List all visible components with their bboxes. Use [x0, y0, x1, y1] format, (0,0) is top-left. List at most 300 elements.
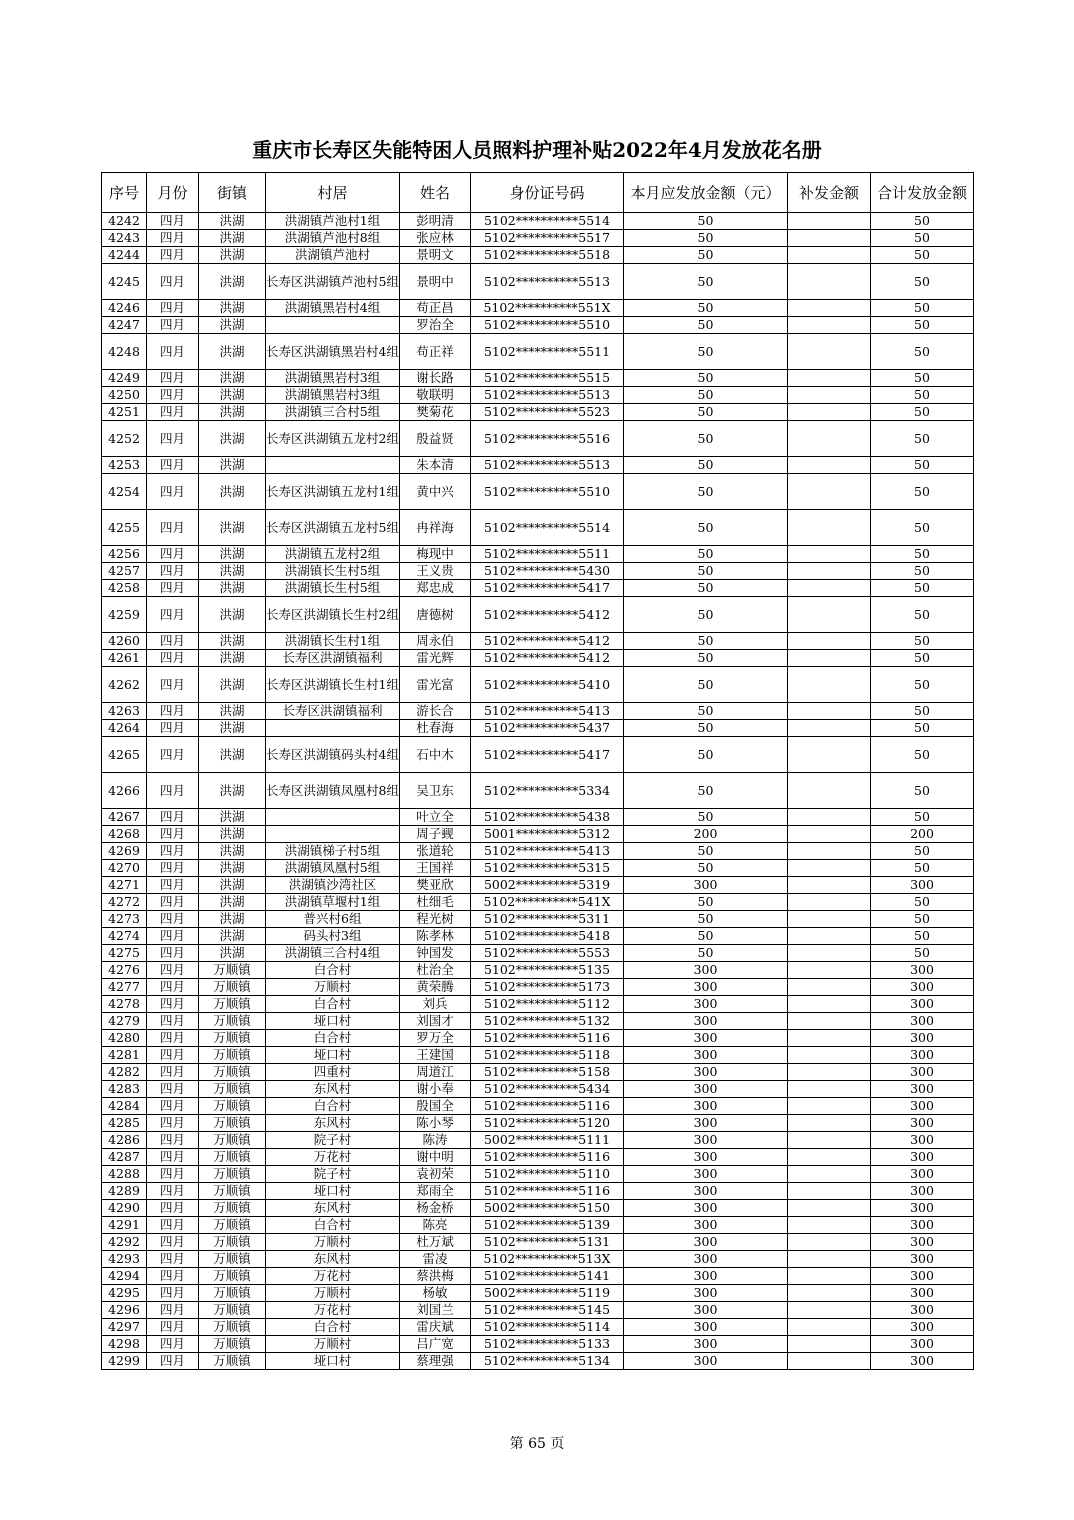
cell-total-amount: 300 [871, 962, 974, 979]
cell-index: 4289 [102, 1183, 147, 1200]
cell-index: 4246 [102, 300, 147, 317]
cell-id-number: 5102**********5120 [471, 1115, 624, 1132]
cell-index: 4280 [102, 1030, 147, 1047]
cell-total-amount: 300 [871, 1336, 974, 1353]
table-row [102, 213, 974, 230]
cell-town: 万顺镇 [199, 1234, 266, 1251]
cell-back-pay [788, 213, 871, 230]
cell-back-pay [788, 370, 871, 387]
cell-month: 四月 [147, 247, 199, 264]
cell-month: 四月 [147, 773, 199, 809]
cell-name: 叶立全 [400, 809, 471, 826]
cell-back-pay [788, 928, 871, 945]
cell-village: 洪湖镇凤凰村5组 [266, 860, 400, 877]
cell-id-number: 5102**********5511 [471, 334, 624, 370]
cell-month: 四月 [147, 387, 199, 404]
cell-village: 万顺村 [266, 1234, 400, 1251]
cell-index: 4251 [102, 404, 147, 421]
cell-month: 四月 [147, 474, 199, 510]
cell-month: 四月 [147, 1200, 199, 1217]
table-row [102, 996, 974, 1013]
cell-name: 王国祥 [400, 860, 471, 877]
cell-id-number: 5102**********541X [471, 894, 624, 911]
cell-name: 程光树 [400, 911, 471, 928]
cell-month: 四月 [147, 1336, 199, 1353]
table-row [102, 597, 974, 633]
cell-town: 洪湖 [199, 264, 266, 300]
cell-total-amount: 50 [871, 370, 974, 387]
cell-monthly-amount: 50 [624, 370, 788, 387]
cell-village: 东风村 [266, 1251, 400, 1268]
cell-monthly-amount: 50 [624, 737, 788, 773]
cell-village: 长寿区洪湖镇码头村4组 [266, 737, 400, 773]
cell-index: 4277 [102, 979, 147, 996]
cell-id-number: 5102**********5131 [471, 1234, 624, 1251]
table-row [102, 1081, 974, 1098]
cell-village: 洪湖镇三合村5组 [266, 404, 400, 421]
cell-name: 杜春海 [400, 720, 471, 737]
cell-total-amount: 300 [871, 1353, 974, 1370]
cell-village: 洪湖镇草堰村1组 [266, 894, 400, 911]
cell-month: 四月 [147, 546, 199, 563]
cell-total-amount: 50 [871, 474, 974, 510]
cell-back-pay [788, 911, 871, 928]
roster-body [102, 213, 974, 1370]
cell-name: 樊菊花 [400, 404, 471, 421]
table-row [102, 1302, 974, 1319]
cell-monthly-amount: 300 [624, 1251, 788, 1268]
cell-town: 洪湖 [199, 826, 266, 843]
cell-monthly-amount: 300 [624, 1047, 788, 1064]
cell-name: 周子觋 [400, 826, 471, 843]
table-row [102, 826, 974, 843]
cell-monthly-amount: 50 [624, 928, 788, 945]
cell-monthly-amount: 300 [624, 1081, 788, 1098]
cell-village: 洪湖镇沙湾社区 [266, 877, 400, 894]
cell-name: 景明中 [400, 264, 471, 300]
cell-id-number: 5102**********5430 [471, 563, 624, 580]
cell-back-pay [788, 1251, 871, 1268]
cell-name: 樊亚欣 [400, 877, 471, 894]
cell-town: 万顺镇 [199, 1115, 266, 1132]
header-name: 姓名 [400, 173, 471, 213]
cell-monthly-amount: 300 [624, 1115, 788, 1132]
cell-name: 雷庆斌 [400, 1319, 471, 1336]
cell-id-number: 5102**********5510 [471, 317, 624, 334]
cell-index: 4268 [102, 826, 147, 843]
cell-id-number: 5102**********5437 [471, 720, 624, 737]
table-row [102, 703, 974, 720]
cell-total-amount: 50 [871, 300, 974, 317]
cell-back-pay [788, 580, 871, 597]
cell-village: 长寿区洪湖镇长生村1组 [266, 667, 400, 703]
table-row [102, 1047, 974, 1064]
cell-index: 4244 [102, 247, 147, 264]
cell-total-amount: 50 [871, 230, 974, 247]
cell-total-amount: 300 [871, 1149, 974, 1166]
cell-id-number: 5102**********5438 [471, 809, 624, 826]
cell-index: 4260 [102, 633, 147, 650]
cell-month: 四月 [147, 510, 199, 546]
cell-town: 万顺镇 [199, 1166, 266, 1183]
cell-back-pay [788, 387, 871, 404]
cell-id-number: 5102**********5116 [471, 1149, 624, 1166]
cell-name: 蔡洪梅 [400, 1268, 471, 1285]
cell-index: 4288 [102, 1166, 147, 1183]
cell-back-pay [788, 1030, 871, 1047]
cell-monthly-amount: 50 [624, 773, 788, 809]
cell-town: 万顺镇 [199, 1217, 266, 1234]
cell-id-number: 5002**********5319 [471, 877, 624, 894]
cell-index: 4245 [102, 264, 147, 300]
cell-month: 四月 [147, 1268, 199, 1285]
cell-back-pay [788, 996, 871, 1013]
cell-monthly-amount: 50 [624, 317, 788, 334]
cell-month: 四月 [147, 1251, 199, 1268]
table-row [102, 1217, 974, 1234]
cell-town: 洪湖 [199, 457, 266, 474]
cell-month: 四月 [147, 1166, 199, 1183]
table-row [102, 1319, 974, 1336]
cell-month: 四月 [147, 1081, 199, 1098]
cell-index: 4259 [102, 597, 147, 633]
cell-month: 四月 [147, 911, 199, 928]
table-row [102, 1336, 974, 1353]
table-row [102, 911, 974, 928]
table-row [102, 404, 974, 421]
cell-back-pay [788, 1353, 871, 1370]
cell-index: 4275 [102, 945, 147, 962]
cell-index: 4285 [102, 1115, 147, 1132]
table-row [102, 1353, 974, 1370]
cell-name: 雷光富 [400, 667, 471, 703]
cell-index: 4263 [102, 703, 147, 720]
cell-village: 长寿区洪湖镇黑岩村4组 [266, 334, 400, 370]
cell-id-number: 5102**********5412 [471, 650, 624, 667]
table-row [102, 1285, 974, 1302]
cell-id-number: 5102**********5132 [471, 1013, 624, 1030]
cell-name: 杜细毛 [400, 894, 471, 911]
cell-village: 码头村3组 [266, 928, 400, 945]
table-row [102, 720, 974, 737]
table-row [102, 1115, 974, 1132]
cell-town: 洪湖 [199, 334, 266, 370]
cell-monthly-amount: 300 [624, 1030, 788, 1047]
cell-name: 谢中明 [400, 1149, 471, 1166]
cell-town: 洪湖 [199, 667, 266, 703]
cell-village: 普兴村6组 [266, 911, 400, 928]
cell-back-pay [788, 843, 871, 860]
cell-monthly-amount: 300 [624, 962, 788, 979]
table-row [102, 1030, 974, 1047]
cell-index: 4256 [102, 546, 147, 563]
cell-town: 洪湖 [199, 370, 266, 387]
cell-town: 洪湖 [199, 720, 266, 737]
cell-village: 洪湖镇五龙村2组 [266, 546, 400, 563]
table-row [102, 650, 974, 667]
cell-back-pay [788, 1268, 871, 1285]
cell-town: 万顺镇 [199, 1013, 266, 1030]
cell-village: 白合村 [266, 1319, 400, 1336]
cell-back-pay [788, 720, 871, 737]
cell-name: 梅现中 [400, 546, 471, 563]
cell-village: 白合村 [266, 1098, 400, 1115]
cell-month: 四月 [147, 737, 199, 773]
cell-back-pay [788, 962, 871, 979]
cell-index: 4274 [102, 928, 147, 945]
cell-id-number: 5102**********5173 [471, 979, 624, 996]
cell-id-number: 5002**********5119 [471, 1285, 624, 1302]
cell-monthly-amount: 300 [624, 1217, 788, 1234]
cell-id-number: 5102**********5145 [471, 1302, 624, 1319]
cell-monthly-amount: 300 [624, 979, 788, 996]
cell-monthly-amount: 300 [624, 1200, 788, 1217]
cell-monthly-amount: 50 [624, 843, 788, 860]
cell-id-number: 5102**********5513 [471, 387, 624, 404]
cell-monthly-amount: 50 [624, 809, 788, 826]
cell-id-number: 5002**********5111 [471, 1132, 624, 1149]
cell-name: 彭明清 [400, 213, 471, 230]
cell-back-pay [788, 1302, 871, 1319]
cell-total-amount: 300 [871, 1115, 974, 1132]
cell-back-pay [788, 826, 871, 843]
cell-back-pay [788, 877, 871, 894]
cell-name: 苟正祥 [400, 334, 471, 370]
cell-village: 长寿区洪湖镇凤凰村8组 [266, 773, 400, 809]
cell-monthly-amount: 300 [624, 1166, 788, 1183]
cell-village: 洪湖镇芦池村1组 [266, 213, 400, 230]
cell-month: 四月 [147, 457, 199, 474]
cell-name: 谢长路 [400, 370, 471, 387]
cell-id-number: 5102**********5413 [471, 843, 624, 860]
cell-village: 万花村 [266, 1302, 400, 1319]
cell-town: 洪湖 [199, 633, 266, 650]
cell-id-number: 5102**********5141 [471, 1268, 624, 1285]
cell-total-amount: 50 [871, 703, 974, 720]
cell-monthly-amount: 300 [624, 1013, 788, 1030]
cell-index: 4267 [102, 809, 147, 826]
cell-total-amount: 50 [871, 597, 974, 633]
cell-month: 四月 [147, 633, 199, 650]
cell-town: 万顺镇 [199, 1353, 266, 1370]
cell-index: 4265 [102, 737, 147, 773]
cell-index: 4290 [102, 1200, 147, 1217]
cell-monthly-amount: 50 [624, 945, 788, 962]
cell-monthly-amount: 300 [624, 1064, 788, 1081]
cell-back-pay [788, 474, 871, 510]
cell-monthly-amount: 50 [624, 650, 788, 667]
cell-village: 长寿区洪湖镇五龙村1组 [266, 474, 400, 510]
cell-back-pay [788, 860, 871, 877]
table-row [102, 264, 974, 300]
cell-index: 4270 [102, 860, 147, 877]
cell-index: 4247 [102, 317, 147, 334]
cell-month: 四月 [147, 650, 199, 667]
cell-total-amount: 300 [871, 1200, 974, 1217]
cell-back-pay [788, 1115, 871, 1132]
cell-total-amount: 50 [871, 580, 974, 597]
cell-id-number: 5102**********5553 [471, 945, 624, 962]
cell-town: 万顺镇 [199, 1319, 266, 1336]
cell-town: 洪湖 [199, 300, 266, 317]
cell-town: 万顺镇 [199, 1149, 266, 1166]
cell-id-number: 5102**********5139 [471, 1217, 624, 1234]
cell-town: 万顺镇 [199, 979, 266, 996]
table-row [102, 1234, 974, 1251]
cell-monthly-amount: 50 [624, 580, 788, 597]
cell-month: 四月 [147, 404, 199, 421]
table-row [102, 667, 974, 703]
page-title: 重庆市长寿区失能特困人员照料护理补贴2022年4月发放花名册 [252, 138, 822, 162]
cell-total-amount: 300 [871, 1302, 974, 1319]
cell-total-amount: 300 [871, 1217, 974, 1234]
cell-name: 雷光辉 [400, 650, 471, 667]
cell-town: 洪湖 [199, 911, 266, 928]
cell-total-amount: 50 [871, 457, 974, 474]
cell-village: 垭口村 [266, 1047, 400, 1064]
cell-month: 四月 [147, 264, 199, 300]
cell-name: 刘国才 [400, 1013, 471, 1030]
cell-monthly-amount: 50 [624, 247, 788, 264]
cell-month: 四月 [147, 230, 199, 247]
cell-town: 万顺镇 [199, 1064, 266, 1081]
cell-index: 4250 [102, 387, 147, 404]
cell-village: 白合村 [266, 996, 400, 1013]
cell-town: 万顺镇 [199, 1302, 266, 1319]
cell-id-number: 5102**********5417 [471, 580, 624, 597]
cell-back-pay [788, 1183, 871, 1200]
cell-town: 万顺镇 [199, 1336, 266, 1353]
cell-index: 4292 [102, 1234, 147, 1251]
cell-monthly-amount: 50 [624, 563, 788, 580]
table-row [102, 580, 974, 597]
cell-index: 4283 [102, 1081, 147, 1098]
cell-index: 4258 [102, 580, 147, 597]
cell-index: 4242 [102, 213, 147, 230]
cell-total-amount: 300 [871, 1319, 974, 1336]
cell-id-number: 5102**********5515 [471, 370, 624, 387]
cell-town: 万顺镇 [199, 1200, 266, 1217]
cell-monthly-amount: 50 [624, 230, 788, 247]
cell-monthly-amount: 50 [624, 720, 788, 737]
cell-back-pay [788, 230, 871, 247]
cell-town: 万顺镇 [199, 1081, 266, 1098]
cell-village: 长寿区洪湖镇五龙村2组 [266, 421, 400, 457]
table-row [102, 945, 974, 962]
cell-name: 吕广宽 [400, 1336, 471, 1353]
cell-name: 游长合 [400, 703, 471, 720]
cell-village: 万顺村 [266, 1285, 400, 1302]
table-row [102, 979, 974, 996]
cell-town: 万顺镇 [199, 1098, 266, 1115]
cell-id-number: 5102**********5118 [471, 1047, 624, 1064]
cell-monthly-amount: 300 [624, 1319, 788, 1336]
cell-village: 长寿区洪湖镇芦池村5组 [266, 264, 400, 300]
cell-village [266, 826, 400, 843]
table-row [102, 546, 974, 563]
cell-town: 万顺镇 [199, 962, 266, 979]
cell-index: 4255 [102, 510, 147, 546]
cell-month: 四月 [147, 563, 199, 580]
cell-town: 万顺镇 [199, 1030, 266, 1047]
cell-index: 4262 [102, 667, 147, 703]
cell-index: 4298 [102, 1336, 147, 1353]
header-row [102, 173, 974, 213]
cell-back-pay [788, 1149, 871, 1166]
header-index: 序号 [102, 173, 147, 213]
cell-town: 洪湖 [199, 563, 266, 580]
cell-total-amount: 50 [871, 773, 974, 809]
cell-month: 四月 [147, 1030, 199, 1047]
cell-index: 4295 [102, 1285, 147, 1302]
cell-total-amount: 300 [871, 1098, 974, 1115]
cell-back-pay [788, 510, 871, 546]
header-month: 月份 [147, 173, 199, 213]
cell-month: 四月 [147, 1064, 199, 1081]
cell-town: 洪湖 [199, 843, 266, 860]
cell-town: 洪湖 [199, 809, 266, 826]
cell-back-pay [788, 1013, 871, 1030]
cell-month: 四月 [147, 597, 199, 633]
table-row [102, 300, 974, 317]
cell-town: 洪湖 [199, 894, 266, 911]
cell-total-amount: 50 [871, 928, 974, 945]
cell-monthly-amount: 300 [624, 1234, 788, 1251]
cell-name: 黄中兴 [400, 474, 471, 510]
cell-village: 洪湖镇长生村1组 [266, 633, 400, 650]
cell-id-number: 5102**********5116 [471, 1098, 624, 1115]
cell-name: 唐德树 [400, 597, 471, 633]
cell-name: 陈亮 [400, 1217, 471, 1234]
cell-town: 万顺镇 [199, 996, 266, 1013]
cell-month: 四月 [147, 945, 199, 962]
cell-total-amount: 300 [871, 996, 974, 1013]
table-row [102, 773, 974, 809]
cell-monthly-amount: 50 [624, 510, 788, 546]
cell-id-number: 5102**********5514 [471, 510, 624, 546]
cell-total-amount: 300 [871, 1183, 974, 1200]
cell-village: 长寿区洪湖镇福利 [266, 703, 400, 720]
cell-month: 四月 [147, 1285, 199, 1302]
cell-name: 殷益贤 [400, 421, 471, 457]
cell-month: 四月 [147, 421, 199, 457]
cell-monthly-amount: 50 [624, 703, 788, 720]
cell-name: 石中木 [400, 737, 471, 773]
cell-village: 东风村 [266, 1115, 400, 1132]
cell-month: 四月 [147, 667, 199, 703]
table-row [102, 1200, 974, 1217]
cell-monthly-amount: 50 [624, 911, 788, 928]
cell-month: 四月 [147, 317, 199, 334]
cell-id-number: 5102**********513X [471, 1251, 624, 1268]
cell-index: 4261 [102, 650, 147, 667]
cell-name: 罗万全 [400, 1030, 471, 1047]
header-village: 村居 [266, 173, 400, 213]
cell-index: 4264 [102, 720, 147, 737]
cell-name: 敬联明 [400, 387, 471, 404]
cell-back-pay [788, 1217, 871, 1234]
cell-name: 景明文 [400, 247, 471, 264]
cell-name: 张应林 [400, 230, 471, 247]
cell-back-pay [788, 597, 871, 633]
cell-name: 朱本清 [400, 457, 471, 474]
cell-month: 四月 [147, 843, 199, 860]
cell-town: 洪湖 [199, 404, 266, 421]
cell-id-number: 5102**********5334 [471, 773, 624, 809]
header-town: 街镇 [199, 173, 266, 213]
cell-index: 4294 [102, 1268, 147, 1285]
cell-village: 万顺村 [266, 1336, 400, 1353]
